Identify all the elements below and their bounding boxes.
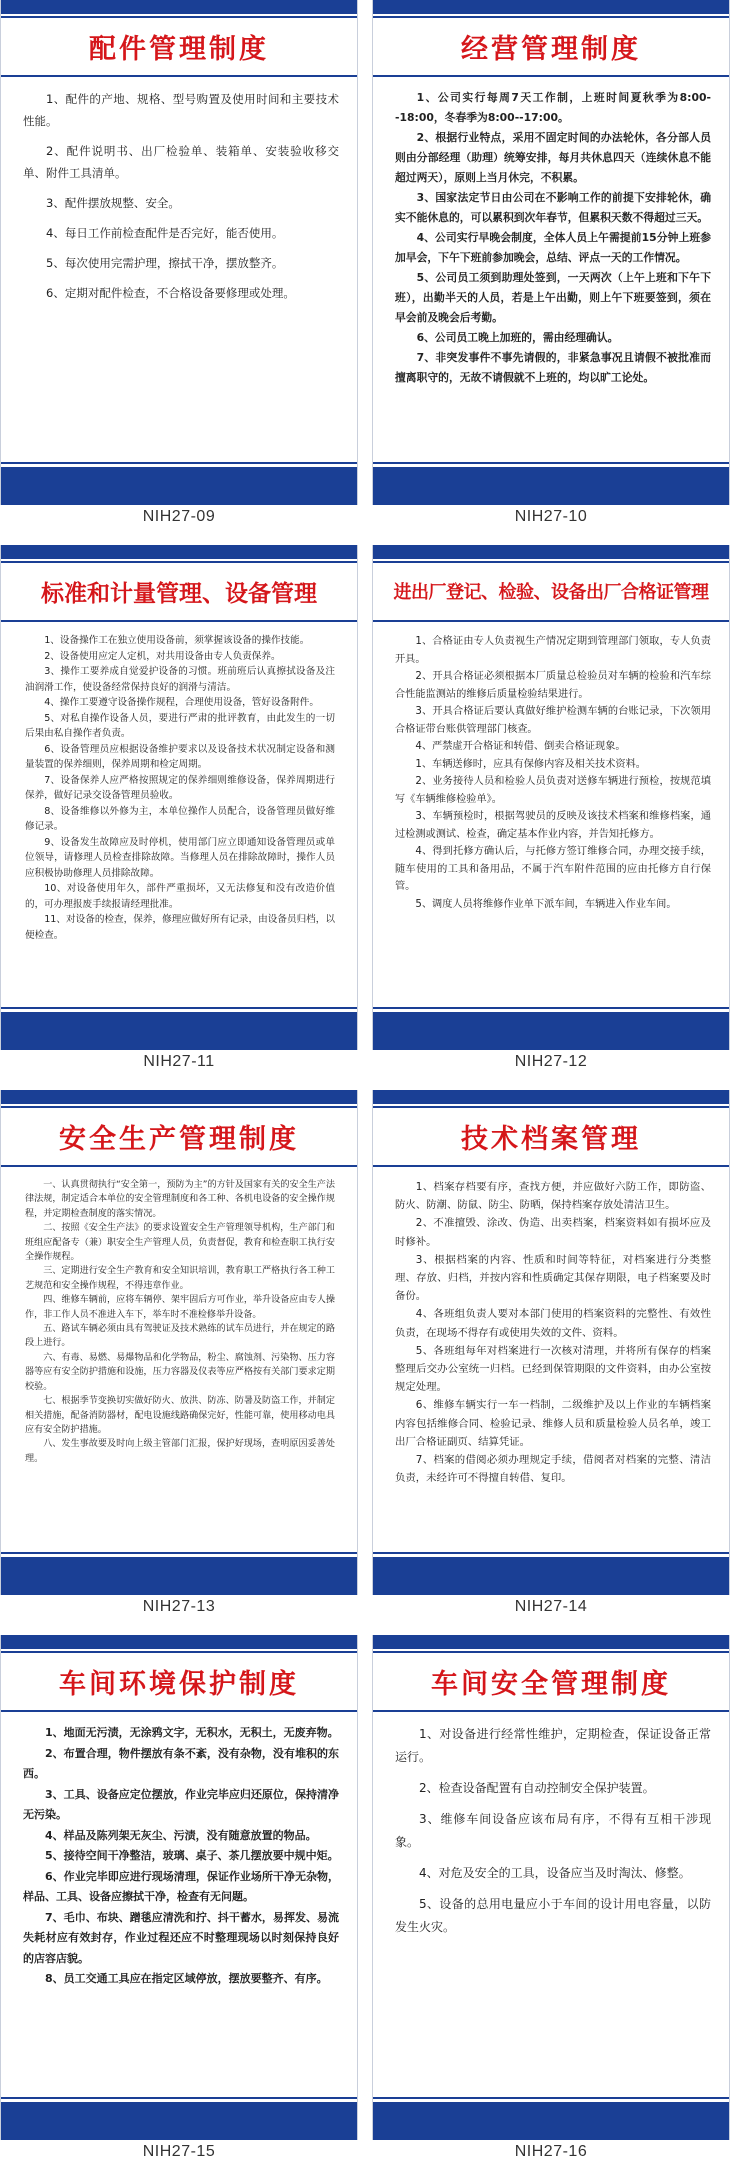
rule-item: 6、设备管理员应根据设备维护要求以及设备技术状况制定设备和测量装置的保养细则，保养周期和检定周期。: [25, 743, 335, 770]
board-code: NIH27-15: [142, 2143, 216, 2160]
title-bar: [373, 18, 729, 74]
title-bar: [1, 18, 357, 74]
bottom-band: [373, 1012, 729, 1050]
board-body: [395, 88, 711, 388]
board-body: [395, 1723, 711, 1947]
title-divider: [373, 1165, 729, 1167]
rule-item: 6、公司员工晚上加班的，需由经理确认。: [416, 331, 619, 344]
rule-item: 1、车辆送修时，应具有保修内容及相关技术资料。: [415, 758, 646, 770]
title-divider: [373, 1710, 729, 1712]
rule-item: 5、接待空间干净整洁，玻璃、桌子、茶几摆放要中规中矩。: [45, 1849, 339, 1862]
title-divider: [1, 1710, 357, 1712]
rule-item: 三、定期进行安全生产教育和安全知识培训，教育职工严格执行各工种工艺规范和安全操作规程，不得违章作业。: [25, 1266, 335, 1291]
rule-item: 7、档案的借阅必须办理规定手续，借阅者对档案的完整、清洁负责，未经许可不得擅自转借、复印。: [395, 1454, 711, 1485]
rule-item: 7、设备保养人应严格按照规定的保养细则维修设备，保养周期进行保养，做好记录交设备管理员验收。: [25, 774, 335, 801]
rule-item: 4、操作工要遵守设备操作规程，合理使用设备，管好设备附件。: [44, 697, 319, 708]
top-band: [373, 1090, 729, 1104]
rule-item: 5、设备的总用电量应小于车间的设计用电容量，以防发生火灾。: [395, 1897, 711, 1934]
bottom-band: [1, 2102, 357, 2140]
top-band: [1, 1090, 357, 1104]
board-title: 车间安全管理制度: [431, 1668, 671, 1700]
board-title: 配件管理制度: [89, 33, 269, 65]
board-body: [25, 1178, 335, 1466]
rule-item: 6、维修车辆实行一车一档制，二级维护及以上作业的车辆档案内容包括维修合同、检验记录、维修人员和质量检验人员名单，竣工出厂合格证副页、结算凭证。: [395, 1399, 711, 1448]
title-bar: [373, 563, 729, 619]
bottom-divider: [373, 1552, 729, 1554]
board-parts-management: [0, 0, 358, 505]
rule-item: 2、检查设备配置有自动控制安全保护装置。: [419, 1781, 655, 1795]
rule-item: 3、开具合格证后要认真做好维护检测车辆的台账记录，下次领用合格证带台账供管理部门核查。: [395, 706, 711, 735]
bottom-divider: [373, 1007, 729, 1009]
top-band: [373, 1635, 729, 1649]
rule-item: 2、不准擅毁、涂改、伪造、出卖档案，档案资料如有损坏应及时修补。: [395, 1217, 711, 1248]
rule-item: 4、样品及陈列架无灰尘、污渍，没有随意放置的物品。: [45, 1828, 317, 1842]
rule-item: 11、对设备的检查，保养，修理应做好所有记录，由设备员归档，以便检查。: [25, 914, 335, 941]
bottom-divider: [373, 462, 729, 464]
board-code: NIH27-09: [142, 508, 216, 525]
rule-item: 5、各班组每年对档案进行一次核对清理，并将所有保存的档案整理后交办公室统一归档。已经到保管期限的文件资料，由办公室按规定处理。: [395, 1344, 711, 1394]
board-standards-equipment: [0, 545, 358, 1050]
rule-item: 5、每次使用完需护理，擦拭干净，摆放整齐。: [46, 256, 284, 270]
rule-item: 二、按照《安全生产法》的要求设置安全生产管理领导机构，生产部门和班组应配备专（兼）职安全生产管理人员，负责督促，教育和检查职工执行安全操作规程。: [25, 1223, 335, 1263]
board-code: NIH27-11: [143, 1053, 215, 1070]
bottom-divider: [1, 462, 357, 464]
rule-item: 3、维修车间设备应该布局有序，不得有互相干涉现象。: [395, 1812, 711, 1849]
board-body: [23, 88, 339, 312]
bottom-band: [1, 1557, 357, 1595]
rule-item: 4、得到托修方确认后，与托修方签订维修合同，办理交接手续，随车使用的工具和备用品，不属于汽车附件范围的应由托修方自行保管。: [395, 846, 711, 892]
bottom-band: [1, 467, 357, 505]
rule-item: 4、公司实行早晚会制度，全体人员上午需提前15分钟上班参加早会，下午下班前参加晚会，总结、评点一天的工作情况。: [395, 231, 711, 264]
board-body: [23, 1723, 339, 1990]
rule-item: 8、设备维修以外修为主，本单位操作人员配合，设备管理员做好维修记录。: [25, 805, 335, 832]
board-body: [395, 1178, 711, 1487]
board-body: [25, 633, 335, 943]
top-band: [1, 0, 357, 14]
bottom-divider: [1, 1552, 357, 1554]
top-band: [1, 1635, 357, 1649]
rule-item: 3、国家法定节日由公司在不影响工作的前提下安排轮休，确实不能休息的，可以累积到次年春节，但累积天数不得超过三天。: [395, 191, 711, 224]
rule-item: 1、公司实行每周7天工作制，上班时间夏秋季为8:00--18:00，冬春季为8:00--17:00。: [395, 91, 711, 124]
board-code: NIH27-13: [142, 1598, 216, 1615]
rule-item: 八、发生事故要及时向上级主管部门汇报，保护好现场，查明原因妥善处理。: [25, 1439, 335, 1464]
rule-item: 一、认真贯彻执行“安全第一，预防为主”的方针及国家有关的安全生产法律法规，制定适合本单位的安全管理制度和各工种、各机电设备的安全操作规程，并定期检查制度的落实情况。: [25, 1180, 335, 1219]
rule-item: 4、严禁虚开合格证和转借、倒卖合格证现象。: [415, 741, 626, 752]
rule-item: 3、工具、设备应定位摆放，作业完毕应归还原位，保持清净无污染。: [23, 1787, 339, 1821]
board-body: [395, 633, 711, 913]
title-bar: [1, 1108, 357, 1164]
rule-item: 1、对设备进行经常性维护，定期检查，保证设备正常运行。: [395, 1727, 711, 1764]
rule-item: 5、公司员工须到助理处签到，一天两次（上午上班和下午下班），出勤半天的人员，若是上午出勤，则上午下班要签到，须在早会前及晚会后考勤。: [395, 271, 711, 324]
top-band: [373, 545, 729, 559]
board-title: 技术档案管理: [461, 1123, 641, 1155]
board-business-management: [372, 0, 730, 505]
rule-item: 5、对私自操作设备人员，要进行严肃的批评教育，由此发生的一切后果由私自操作者负责。: [25, 712, 335, 739]
board-technical-archives: [372, 1090, 730, 1595]
title-divider: [1, 1165, 357, 1167]
title-bar: [373, 1108, 729, 1164]
rule-item: 1、档案存档要有序，查找方便，并应做好六防工作，即防盗、防火、防潮、防鼠、防尘、防晒，保持档案存放处清洁卫生。: [395, 1181, 711, 1212]
board-code: NIH27-10: [514, 508, 588, 525]
board-workshop-environment: [0, 1635, 358, 2140]
top-band: [1, 545, 357, 559]
rule-item: 8、员工交通工具应在指定区域停放，摆放要整齐、有序。: [45, 1972, 328, 1985]
board-code: NIH27-16: [514, 2143, 588, 2160]
title-divider: [373, 75, 729, 77]
board-title: 安全生产管理制度: [59, 1123, 299, 1155]
board-title: 标准和计量管理、设备管理: [41, 579, 317, 607]
title-bar: [1, 563, 357, 619]
rule-item: 4、每日工作前检查配件是否完好，能否使用。: [46, 226, 284, 240]
title-divider: [373, 620, 729, 622]
rule-item: 五、路试车辆必须由具有驾驶证及技术熟练的试车员进行，并在规定的路段上进行。: [25, 1324, 335, 1349]
bottom-divider: [1, 2097, 357, 2099]
rule-item: 四、维修车辆前，应将车辆停、架牢固后方可作业，举升设备应由专人操作，非工作人员不准进入车下，举车时不准检修举升设备。: [25, 1295, 335, 1320]
board-code: NIH27-12: [514, 1053, 588, 1070]
board-entry-exit-certificate: [372, 545, 730, 1050]
board-code: NIH27-14: [514, 1598, 588, 1615]
rule-item: 2、开具合格证必须根据本厂质量总检验员对车辆的检验和汽车综合性能监测站的维修后质量检验结果进行。: [395, 671, 711, 700]
bottom-divider: [373, 2097, 729, 2099]
rule-item: 3、车辆预检时，根据驾驶员的反映及该技术档案和维修档案，通过检测或测试、检查，确定基本作业内容，并告知托修方。: [395, 811, 711, 840]
rule-item: 4、各班组负责人要对本部门使用的档案资料的完整性、有效性负责，在现场不得存有或使用失效的文件、资料。: [395, 1308, 711, 1339]
rule-item: 2、布置合理，物件摆放有条不紊，没有杂物，没有堆积的东西。: [23, 1746, 339, 1780]
rule-item: 1、设备操作工在独立使用设备前，须掌握该设备的操作技能。: [44, 635, 310, 646]
rule-item: 3、操作工要养成自觉爱护设备的习惯。班前班后认真擦拭设备及注油润滑工作，使设备经常保持良好的润滑与清洁。: [25, 666, 335, 693]
bottom-divider: [1, 1007, 357, 1009]
title-bar: [373, 1653, 729, 1709]
title-bar: [1, 1653, 357, 1709]
bottom-band: [373, 467, 729, 505]
rule-item: 2、配件说明书、出厂检验单、装箱单、安装验收移交单、附件工具清单。: [23, 144, 339, 180]
title-divider: [1, 620, 357, 622]
rule-item: 4、对危及安全的工具，设备应当及时淘汰、修整。: [419, 1866, 691, 1880]
board-title: 经营管理制度: [461, 33, 641, 65]
rule-item: 6、作业完毕即应进行现场清理，保证作业场所干净无杂物，样品、工具、设备应擦拭干净，检查有无问题。: [23, 1869, 339, 1903]
board-workshop-safety: [372, 1635, 730, 2140]
rule-item: 六、有毒、易燃、易爆物品和化学物品，粉尘、腐蚀剂、污染物、压力容器等应有安全防护措施和设施，压力容器及仪表等应严格按有关部门要求定期校验。: [25, 1352, 335, 1392]
rule-item: 10、对设备使用年久，部件严重损坏，又无法修复和没有改造价值的，可办理报废手续报请经理批准。: [25, 883, 335, 910]
rule-item: 5、调度人员将维修作业单下派车间，车辆进入作业车间。: [415, 898, 677, 910]
rule-item: 2、业务接待人员和检验人员负责对送修车辆进行预检，按规范填写《车辆维修检验单》。: [395, 776, 711, 805]
bottom-band: [373, 2102, 729, 2140]
bottom-band: [1, 1012, 357, 1050]
board-title: 车间环境保护制度: [59, 1668, 299, 1700]
bottom-band: [373, 1557, 729, 1595]
rule-item: 1、合格证由专人负责视生产情况定期到管理部门领取，专人负责开具。: [395, 636, 711, 665]
rule-item: 6、定期对配件检查，不合格设备要修理或处理。: [46, 286, 295, 300]
top-band: [373, 0, 729, 14]
rule-item: 七、根据季节变换切实做好防火、放洪、防冻、防暑及防盗工作，并制定相关措施，配备消防器材，配电设施线路确保完好，性能可靠，使用移动电具应有安全防护措施。: [25, 1396, 335, 1435]
rule-item: 9、设备发生故障应及时停机，使用部门应立即通知设备管理员或单位领导，请修理人员检查排除故障。当修理人员在排除故障时，操作人员应积极协助修理人员排除故障。: [25, 836, 335, 879]
rule-item: 1、配件的产地、规格、型号购置及使用时间和主要技术性能。: [23, 92, 339, 128]
rule-item: 2、设备使用应定人定机，对共用设备由专人负责保养。: [44, 650, 281, 662]
board-title: 进出厂登记、检验、设备出厂合格证管理: [393, 582, 709, 603]
title-divider: [1, 75, 357, 77]
rule-item: 3、配件摆放规整、安全。: [46, 196, 180, 210]
rule-item: 3、根据档案的内容、性质和时间等特征，对档案进行分类整理、存放、归档，并按内容和性质确定其保存期限，电子档案要及时备份。: [395, 1253, 711, 1303]
rule-item: 7、非突发事件不事先请假的，非紧急事况且请假不被批准而擅离职守的，无故不请假就不上班的，均以旷工论处。: [395, 351, 711, 384]
rule-item: 7、毛巾、布块、蹭毯应清洗和拧、抖干蓄水，易挥发、易流失耗材应有效封存，作业过程还应不时整理现场以时刻保持良好的店容店貌。: [23, 1910, 339, 1965]
rule-item: 2、根据行业特点，采用不固定时间的办法轮休，各分部人员则由分部经理（助理）统筹安排，每月共休息四天（连续休息不能超过两天），原则上当月休完，不积累。: [395, 131, 711, 184]
board-safety-production: [0, 1090, 358, 1595]
rule-item: 1、地面无污渍，无涂鸦文字，无积水，无积土，无废弃物。: [45, 1726, 339, 1739]
